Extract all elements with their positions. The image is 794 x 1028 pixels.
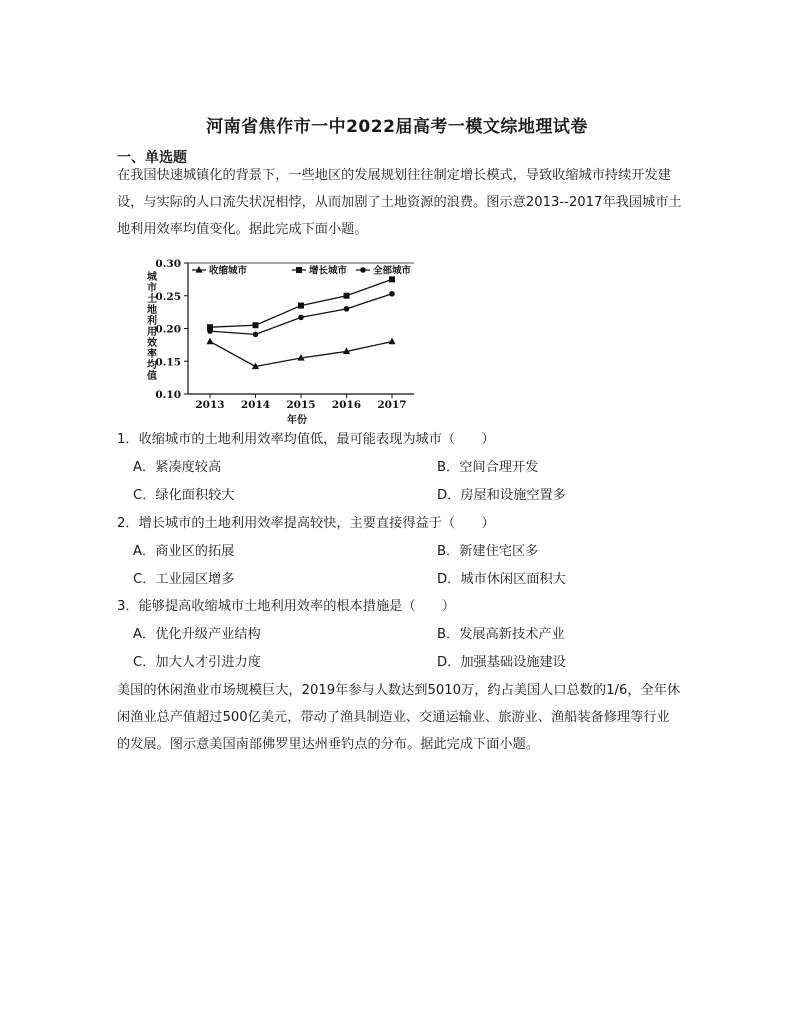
x-tick-label: 2017 [377,399,407,411]
question-3-option-a[interactable]: A．优化升级产业结构 [133,627,261,642]
land-efficiency-line-chart [140,252,420,427]
x-tick-label: 2013 [195,399,225,411]
legend-label-0: 收缩城市 [209,265,248,277]
legend-label-1: 增长城市 [309,265,348,277]
question-3-option-b[interactable]: B．发展高新技术产业 [437,627,565,642]
question-1-option-c[interactable]: C．绿化面积较大 [133,488,235,503]
y-axis-label: 城市土地利用效率均值 [144,271,156,381]
y-tick-label: 0.10 [155,389,181,401]
y-tick-label: 0.25 [155,290,181,303]
legend-label-2: 全部城市 [373,265,412,277]
question-2-stem: 2．增长城市的土地利用效率提高较快，主要直接得益于（ ） [117,516,495,531]
x-axis-label: 年份 [287,415,307,426]
legend-marker-1 [296,267,302,273]
question-2-option-d[interactable]: D．城市休闲区面积大 [437,572,566,587]
y-tick-label: 0.15 [155,356,181,369]
data-point-2-1 [253,332,259,338]
data-point-1-4 [389,276,395,282]
legend-marker-2 [360,267,366,273]
y-tick-label: 0.20 [155,323,181,336]
document-title: 河南省焦作市一中2022届高考一模文综地理试卷 [206,117,588,137]
x-tick-label: 2015 [286,399,316,411]
question-1-option-d[interactable]: D．房屋和设施空置多 [437,488,566,503]
x-tick-label: 2016 [331,399,362,411]
question-3-option-d[interactable]: D．加强基础设施建设 [437,655,566,670]
question-2-option-c[interactable]: C．工业园区增多 [133,572,235,587]
data-point-1-1 [253,322,259,328]
data-point-2-2 [298,315,304,321]
question-2-option-b[interactable]: B．新建住宅区多 [437,544,539,559]
data-point-0-0 [206,338,213,345]
question-2-option-a[interactable]: A．商业区的拓展 [133,544,235,559]
legend-marker-0 [195,266,202,273]
data-point-2-3 [344,306,350,312]
data-point-2-4 [389,291,395,297]
x-tick-label: 2014 [240,399,271,411]
question-3-option-c[interactable]: C．加大人才引进力度 [133,655,261,670]
y-tick-label: 0.30 [155,258,181,270]
section-heading: 一、单选题 [117,150,187,166]
series-line-2 [210,294,392,335]
data-point-1-3 [344,293,350,299]
intro-paragraph-2: 美国的休闲渔业市场规模巨大，2019年参与人数达到5010万，约占美国人口总数的1/6，全年休闲渔业总产值超过500亿美元，带动了渔具制造业、交通运输业、旅游业、渔船装备修理等行业的发展。图示意美国南部佛罗里达州垂钓点的分布。据此完成下面小题。 [117,683,681,752]
question-1-stem: 1．收缩城市的土地利用效率均值低，最可能表现为城市（ ） [117,432,495,447]
data-point-1-2 [298,303,304,309]
data-point-0-4 [388,338,395,345]
data-point-2-0 [207,328,213,334]
intro-paragraph-1: 在我国快速城镇化的背景下，一些地区的发展规划往往制定增长模式，导致收缩城市持续开发建设，与实际的人口流失状况相悖，从而加剧了土地资源的浪费。图示意2013--2017年我国城市土地利用效率均值变化。据此完成下面小题。 [117,168,682,237]
question-1-option-b[interactable]: B．空间合理开发 [437,460,539,475]
question-1-option-a[interactable]: A．紧凑度较高 [133,460,222,475]
question-3-stem: 3．能够提高收缩城市土地利用效率的根本措施是（ ） [117,599,456,614]
